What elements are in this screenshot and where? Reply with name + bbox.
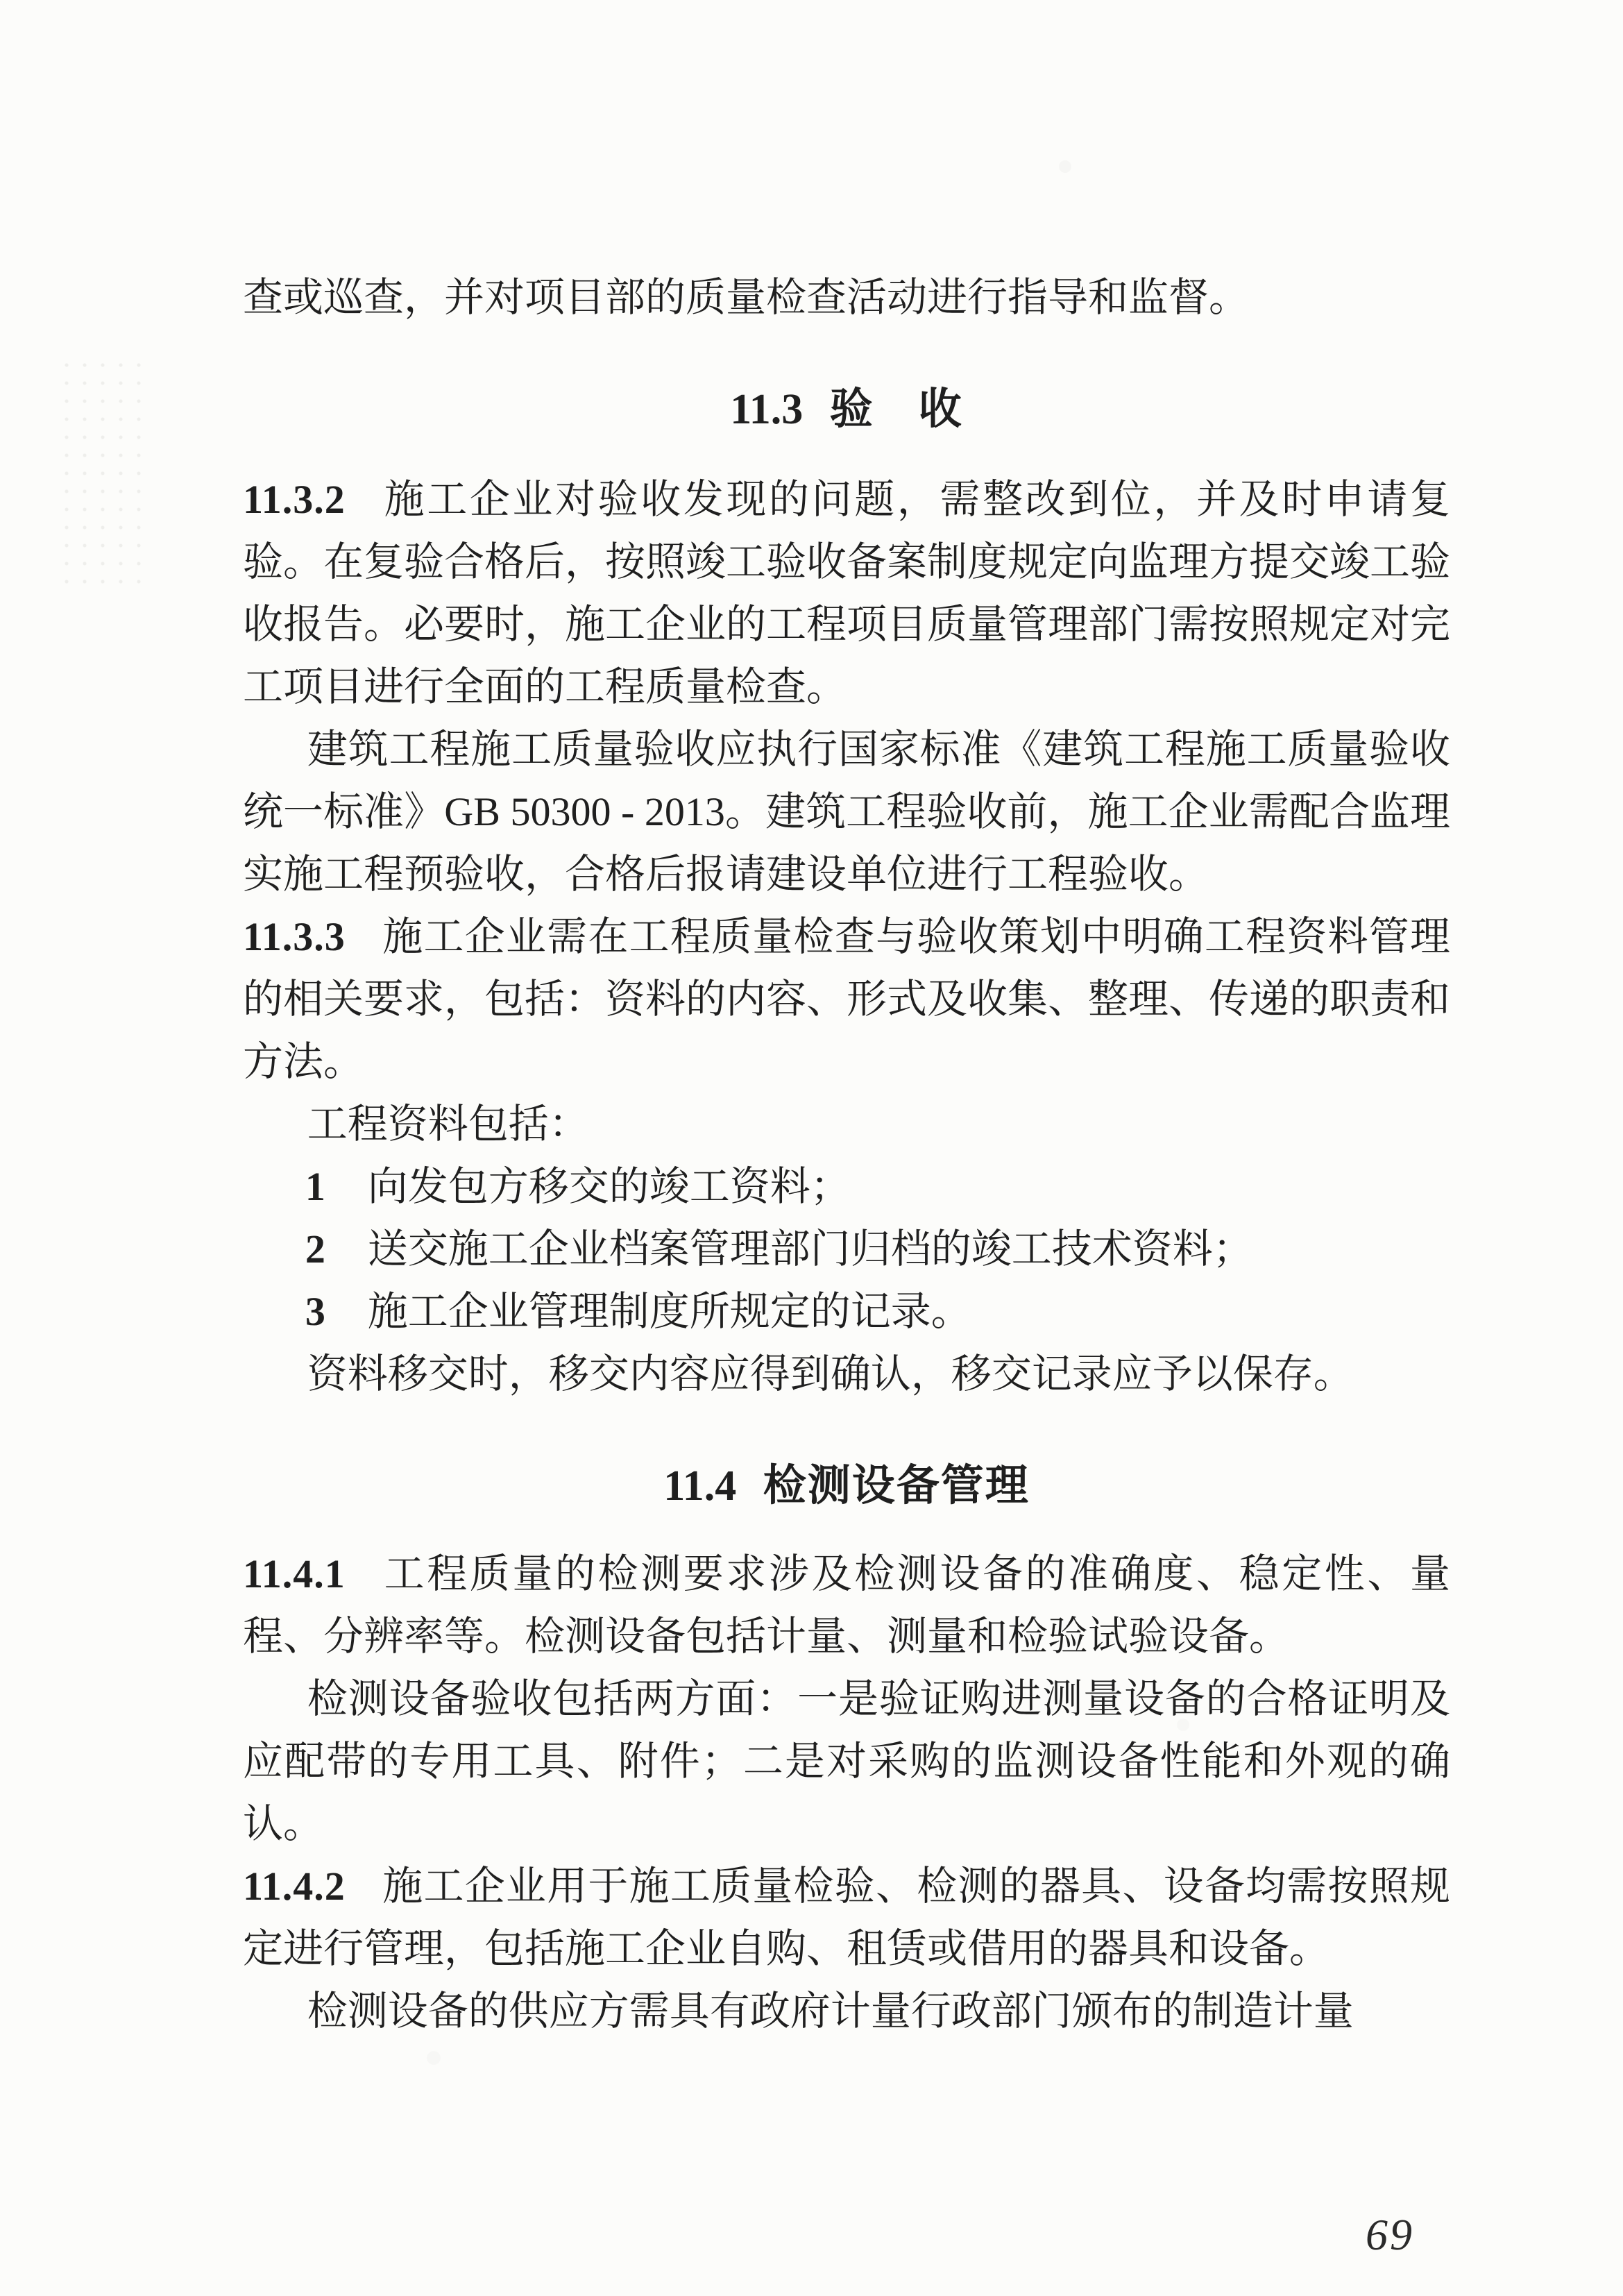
clause-11-4-1-number: 11.4.1 <box>243 1551 346 1596</box>
paragraph-equipment-acceptance: 检测设备验收包括两方面：一是验证购进测量设备的合格证明及应配带的专用工具、附件；二是对采购的监测设备性能和外观的确认。 <box>243 1676 1450 1846</box>
paragraph-continuation: 查或巡查，并对项目部的质量检查活动进行指导和监督。 <box>243 275 1250 320</box>
clause-11-4-1-text: 工程质量的检测要求涉及检测设备的准确度、稳定性、量程、分辨率等。检测设备包括计量、测量和检验试验设备。 <box>243 1551 1450 1659</box>
list-item-2-text: 送交施工企业档案管理部门归档的竣工技术资料； <box>367 1226 1253 1272</box>
list-item-1 <box>243 1156 1450 1218</box>
page-number: 69 <box>1366 2210 1414 2259</box>
list-item-1-text: 向发包方移交的竣工资料； <box>367 1164 851 1209</box>
clause-11-4-1 <box>243 1543 1450 1668</box>
section-heading-11-3 <box>243 378 1450 441</box>
clause-11-3-2 <box>243 469 1450 718</box>
list-intro: 工程资料包括： <box>307 1101 589 1147</box>
clause-11-3-3-text: 施工企业需在工程质量检查与验收策划中明确工程资料管理的相关要求，包括：资料的内容、形式及收集、整理、传递的职责和方法。 <box>243 914 1451 1084</box>
page-content <box>243 267 1450 2043</box>
list-item-2 <box>243 1218 1450 1281</box>
clause-11-3-2-text: 施工企业对验收发现的问题，需整改到位，并及时申请复验。在复验合格后，按照竣工验收备案制度规定向监理方提交竣工验收报告。必要时，施工企业的工程项目质量管理部门需按照规定对完工项目进行全面的工程质量检查。 <box>243 477 1451 709</box>
paragraph-records-closing: 资料移交时，移交内容应得到确认，移交记录应予以保存。 <box>307 1351 1354 1396</box>
clause-11-4-2-number: 11.4.2 <box>243 1864 346 1909</box>
list-item-2-number: 2 <box>305 1226 325 1272</box>
section-heading-11-4 <box>243 1454 1450 1517</box>
list-item-3 <box>243 1281 1450 1343</box>
section-11-3-title: 验 收 <box>829 383 963 434</box>
scan-speckles <box>0 0 7 7</box>
paragraph-standard-reference: 建筑工程施工质量验收应执行国家标准《建筑工程施工质量验收统一标准》GB 50300 - 2013。建筑工程验收前，施工企业需配合监理实施工程预验收，合格后报请建设单位进行工程验收。 <box>243 727 1450 897</box>
section-11-4-number: 11.4 <box>663 1462 737 1510</box>
clause-11-4-2 <box>243 1855 1450 1980</box>
clause-11-3-2-number: 11.3.2 <box>243 477 346 522</box>
list-item-1-number: 1 <box>305 1164 325 1209</box>
clause-11-4-2-text: 施工企业用于施工质量检验、检测的器具、设备均需按照规定进行管理，包括施工企业自购、租赁或借用的器具和设备。 <box>243 1864 1450 1971</box>
list-item-3-number: 3 <box>305 1289 325 1334</box>
clause-11-3-3-number: 11.3.3 <box>243 914 346 959</box>
section-11-3-number: 11.3 <box>730 386 804 433</box>
scan-edge-texture <box>62 361 146 597</box>
paragraph-equipment-supplier: 检测设备的供应方需具有政府计量行政部门颁布的制造计量 <box>307 1989 1354 2034</box>
clause-11-3-3 <box>243 906 1450 1093</box>
list-item-3-text: 施工企业管理制度所规定的记录。 <box>367 1289 971 1334</box>
section-11-4-title: 检测设备管理 <box>763 1460 1030 1510</box>
